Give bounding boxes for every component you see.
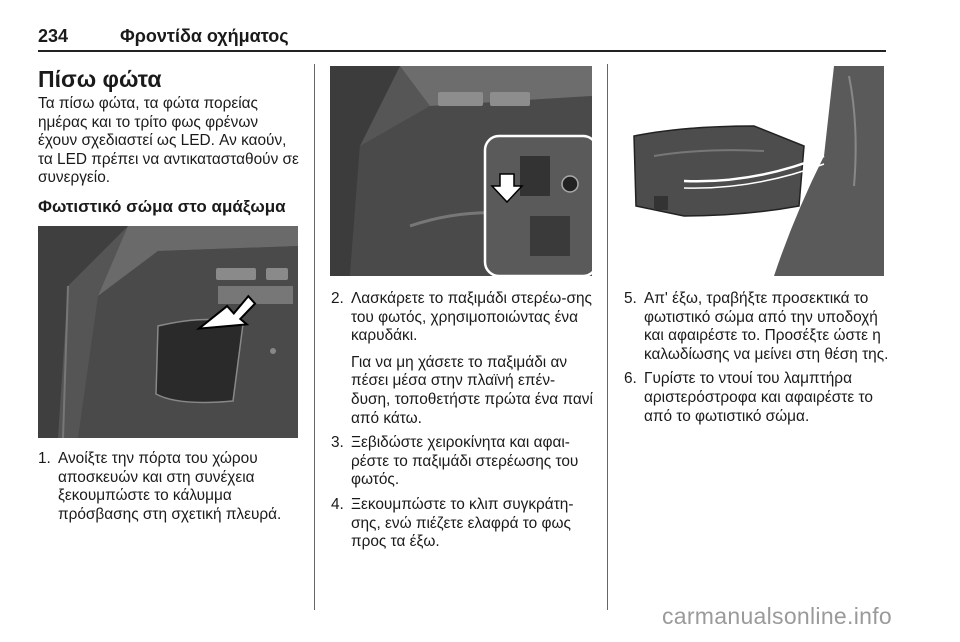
section-title: Πίσω φώτα bbox=[38, 66, 162, 92]
step-item bbox=[331, 434, 593, 490]
page-number: 234 bbox=[38, 26, 69, 46]
column-divider-1 bbox=[314, 64, 315, 610]
step-text: Γυρίστε το ντουί του λαμπτήρα αριστερόστροφα και αφαιρέστε το από το φωτιστικό σώμα. bbox=[644, 370, 873, 425]
step-number: 5. bbox=[624, 290, 637, 307]
chapter-title: Φροντίδα οχήματος bbox=[120, 26, 289, 46]
steps-column-3 bbox=[624, 290, 894, 432]
step-number: 3. bbox=[331, 434, 344, 452]
step-note: Για να μη χάσετε το παξιμάδι αν πέσει μέσα στην πλαϊνή επέν-δυση, τοποθετήστε πρώτα ένα πανί από κάτω. bbox=[351, 353, 593, 427]
header-divider bbox=[38, 50, 886, 52]
column-divider-2 bbox=[607, 64, 608, 610]
steps-column-1 bbox=[38, 450, 300, 530]
step-text: Ξεκουμπώστε το κλιπ συγκράτη-σης, ενώ πιέζετε ελαφρά το φως προς τα έξω. bbox=[351, 495, 574, 551]
step-item bbox=[624, 370, 894, 426]
step-number: 6. bbox=[624, 370, 637, 388]
page-header bbox=[38, 26, 289, 47]
illustration-light-removal bbox=[624, 66, 884, 276]
subsection-title: Φωτιστικό σώμα στο αμάξωμα bbox=[38, 197, 286, 216]
step-number: 2. bbox=[331, 290, 344, 307]
intro-paragraph: Τα πίσω φώτα, τα φώτα πορείας ημέρας και το τρίτο φως φρένων έχουν σχεδιαστεί ως LED. Αν καούν, τα LED πρέπει να αντικατασταθούν σε συνεργείο. bbox=[38, 95, 299, 187]
step-item bbox=[331, 496, 593, 552]
watermark-text: carmanualsonline.info bbox=[661, 603, 892, 629]
step-number: 1. bbox=[38, 450, 51, 467]
step-text: Ξεβιδώστε χειροκίνητα και αφαι-ρέστε το παξιμάδι στερέωσης του φωτός. bbox=[351, 434, 579, 489]
step-text: Ανοίξτε την πόρτα του χώρου αποσκευών και στη συνέχεια ξεκουμπώστε το κάλυμμα πρόσβασης στη σχετική πλευρά. bbox=[58, 450, 282, 523]
step-number: 4. bbox=[331, 495, 344, 513]
step-text: Λασκάρετε το παξιμάδι στερέω-σης του φωτός, χρησιμοποιώντας ένα καρυδάκι. bbox=[351, 290, 592, 345]
steps-column-2 bbox=[331, 290, 593, 558]
illustration-trunk-cover bbox=[38, 226, 298, 438]
step-item bbox=[624, 290, 894, 364]
step-item bbox=[38, 450, 300, 524]
step-item bbox=[331, 290, 593, 428]
illustration-nut-removal bbox=[330, 66, 592, 276]
step-text: Απ' έξω, τραβήξτε προσεκτικά το φωτιστικό σώμα από την υποδοχή και αφαιρέστε το. Προσέξτε ώστε η καλωδίωσης να μείνει στη θέση της. bbox=[644, 290, 889, 363]
